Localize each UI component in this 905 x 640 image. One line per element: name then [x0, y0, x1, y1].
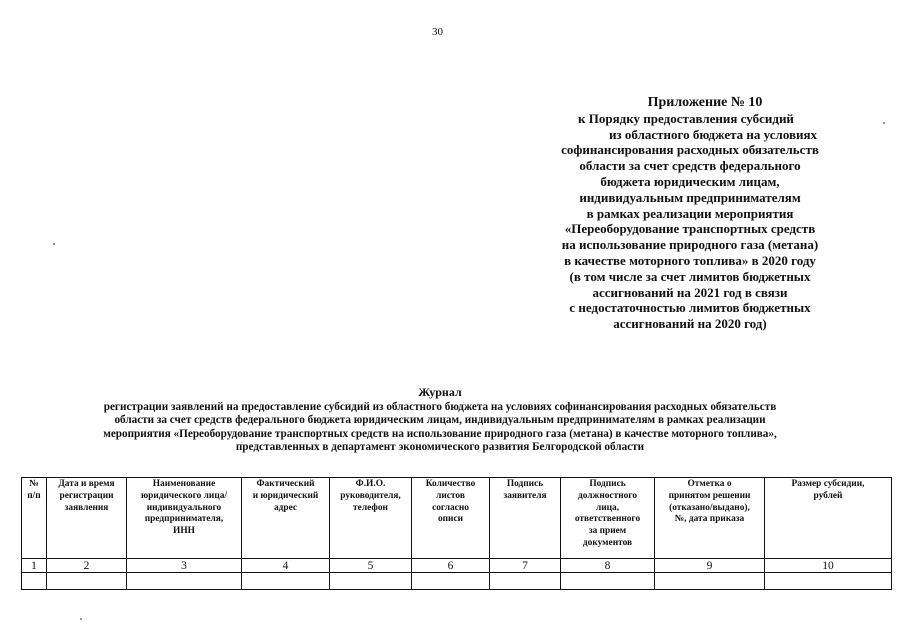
appendix-line: из областного бюджета на условиях [608, 126, 818, 142]
appendix-line: «Переоборудование транспортных средств [564, 221, 816, 237]
empty-cell [127, 573, 242, 590]
appendix-line: области за счет средств федерального [579, 158, 801, 174]
column-number-cell: 8 [561, 559, 655, 573]
empty-cell [765, 573, 892, 590]
column-number-cell: 2 [47, 559, 127, 573]
column-number-cell: 1 [22, 559, 47, 573]
header-cell-official-signature: Подпись должностного лица, ответственного за прием документов [561, 478, 655, 559]
appendix-line: индивидуальным предпринимателям [579, 189, 801, 205]
empty-table-row [22, 573, 892, 590]
appendix-line: (в том числе за счет лимитов бюджетных [569, 268, 811, 284]
journal-line: области за счет средств федерального бюджета юридическим лицам, индивидуальным предпринимателям в рамках реализации [114, 414, 766, 427]
appendix-line: бюджета юридическим лицам, [600, 173, 780, 189]
header-cell-director: Ф.И.О. руководителя, телефон [330, 478, 412, 559]
header-cell-date: Дата и время регистрации заявления [47, 478, 127, 559]
journal-line: регистрации заявлений на предоставление субсидий из областного бюджета на условиях софинансирования расходных обязательств [103, 400, 777, 413]
header-cell-decision: Отметка о принятом решении (отказано/выдано), №, дата приказа [655, 478, 765, 559]
empty-cell [490, 573, 561, 590]
journal-title: Журнал [418, 385, 462, 399]
page-number: 30 [432, 26, 443, 38]
column-number-cell: 7 [490, 559, 561, 573]
header-cell-name: Наименование юридического лица/ индивидуального предпринимателя, ИНН [127, 478, 242, 559]
appendix-line: в качестве моторного топлива» в 2020 году [564, 252, 816, 268]
registration-table [21, 477, 892, 590]
appendix-line: ассигнований на 2020 год) [613, 316, 767, 332]
scan-speck [883, 122, 885, 124]
appendix-title: Приложение № 10 [647, 95, 763, 110]
column-number-cell: 5 [330, 559, 412, 573]
column-number-cell: 10 [765, 559, 892, 573]
empty-cell [242, 573, 330, 590]
empty-cell [561, 573, 655, 590]
empty-cell [655, 573, 765, 590]
column-number-cell: 4 [242, 559, 330, 573]
header-cell-amount: Размер субсидии, рублей [765, 478, 892, 559]
journal-heading [20, 386, 860, 455]
column-number-row [22, 559, 892, 573]
empty-cell [47, 573, 127, 590]
header-cell-number: № п/п [22, 478, 47, 559]
appendix-line: софинансирования расходных обязательств [561, 142, 819, 158]
table-header-row [22, 478, 892, 559]
appendix-line: в рамках реализации мероприятия [586, 205, 794, 221]
header-cell-applicant-signature: Подпись заявителя [490, 478, 561, 559]
empty-cell [412, 573, 490, 590]
header-cell-sheets: Количество листов согласно описи [412, 478, 490, 559]
column-number-cell: 3 [127, 559, 242, 573]
scan-speck [80, 618, 82, 620]
scan-speck [53, 243, 55, 245]
appendix-heading [520, 95, 860, 332]
empty-cell [22, 573, 47, 590]
column-number-cell: 6 [412, 559, 490, 573]
column-number-cell: 9 [655, 559, 765, 573]
appendix-line: с недостаточностью лимитов бюджетных [569, 300, 811, 316]
appendix-line: к Порядку предоставления субсидий [578, 110, 794, 126]
empty-cell [330, 573, 412, 590]
header-cell-address: Фактический и юридический адрес [242, 478, 330, 559]
appendix-line: на использование природного газа (метана) [561, 237, 819, 253]
journal-line: мероприятия «Переоборудование транспортных средств на использование природного газа (метана) в качестве моторного топлива», [103, 427, 777, 440]
appendix-line: ассигнований на 2021 год в связи [592, 284, 788, 300]
journal-line: представленных в департамент экономического развития Белгородской области [235, 441, 645, 454]
